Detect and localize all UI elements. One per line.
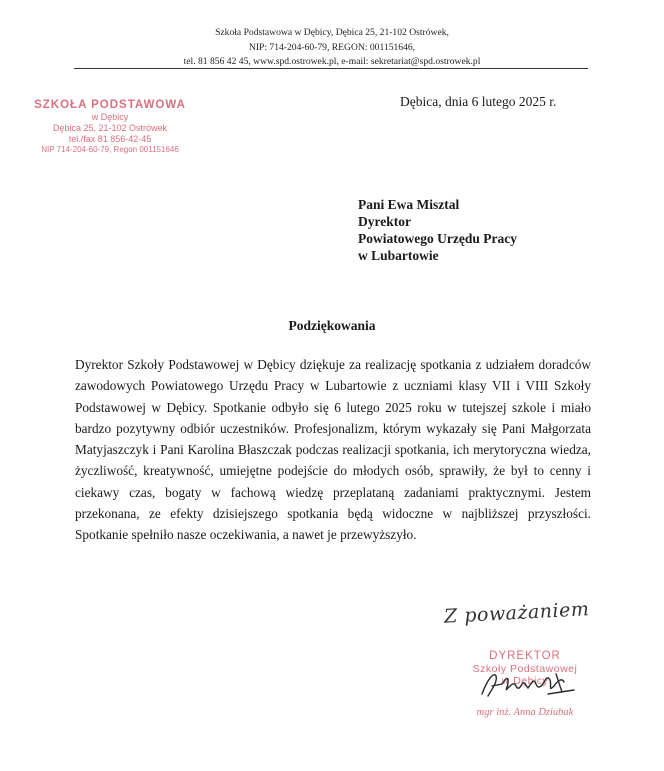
recipient-city: w Lubartowie — [358, 248, 439, 263]
school-stamp-ids: NIP 714-204-60-79, Regon 001151646 — [41, 145, 179, 154]
letterhead-ids: NIP: 714-204-60-79, REGON: 001151646, — [248, 41, 416, 53]
school-stamp-phone: tel./fax 81 856-42-45 — [68, 134, 152, 144]
recipient-office: Powiatowego Urzędu Pracy — [358, 231, 517, 246]
letterhead-address: Szkoła Podstawowa w Dębicy, Dębica 25, 21-102 Ostrówek, — [215, 27, 449, 38]
recipient-name: Pani Ewa Misztal — [358, 197, 460, 212]
school-stamp-title: SZKOŁA PODSTAWOWA — [34, 99, 186, 111]
handwritten-closing: Z poważaniem — [443, 598, 590, 628]
recipient-title: Dyrektor — [358, 214, 411, 229]
letterhead — [0, 26, 664, 70]
director-stamp-school: Szkoły Podstawowej — [472, 663, 578, 675]
signature-icon — [478, 668, 578, 702]
school-stamp-city: w Dębicy — [91, 112, 129, 122]
letterhead-divider — [74, 68, 588, 69]
director-stamp-name: mgr inż. Anna Dziubak — [476, 707, 574, 718]
letter-subject: Podziękowania — [288, 318, 376, 333]
director-stamp-title: DYREKTOR — [489, 650, 561, 662]
letter-date: Dębica, dnia 6 lutego 2025 r. — [400, 94, 557, 109]
letter-body: Dyrektor Szkoły Podstawowej w Dębicy dziękuje za realizację spotkania z udziałem doradców zawodowych Powiatowego Urzędu Pracy w Lubartowie z uczniami klasy VII i VIII Szkoły Podstawowej w Dębicy. Spotkanie odbyło się 6 lutego 2025 roku w tutejszej szkole i miało bardzo pozytywny odbiór uczestników. Profesjonalizm, którym wykazały się Pani Małgorzata Matyjaszczyk i Pani Karolina Błaszczak podczas realizacji spotkania, ich merytoryczna wiedza, życzliwość, kreatywność, umiejętne podejście do młodych osób, sprawiły, że był to cenny i ciekawy czas, bogaty w fachową wiedzę przeplataną zadaniami praktycznymi. Jestem przekonana, ze efekty dzisiejszego spotkania będą widoczne w najbliższej przyszłości. Spotkanie spełniło nasze oczekiwania, a nawet je przewyższyło. — [75, 357, 591, 543]
recipient-block — [358, 196, 517, 264]
director-stamp-city: w Dębicy — [501, 675, 549, 687]
school-stamp-address: Dębica 25, 21-102 Ostrówek — [52, 123, 168, 133]
school-stamp — [30, 99, 190, 155]
letterhead-contact: tel. 81 856 42 45, www.spd.ostrowek.pl, e-mail: sekretariat@spd.ostrowek.pl — [183, 56, 481, 67]
